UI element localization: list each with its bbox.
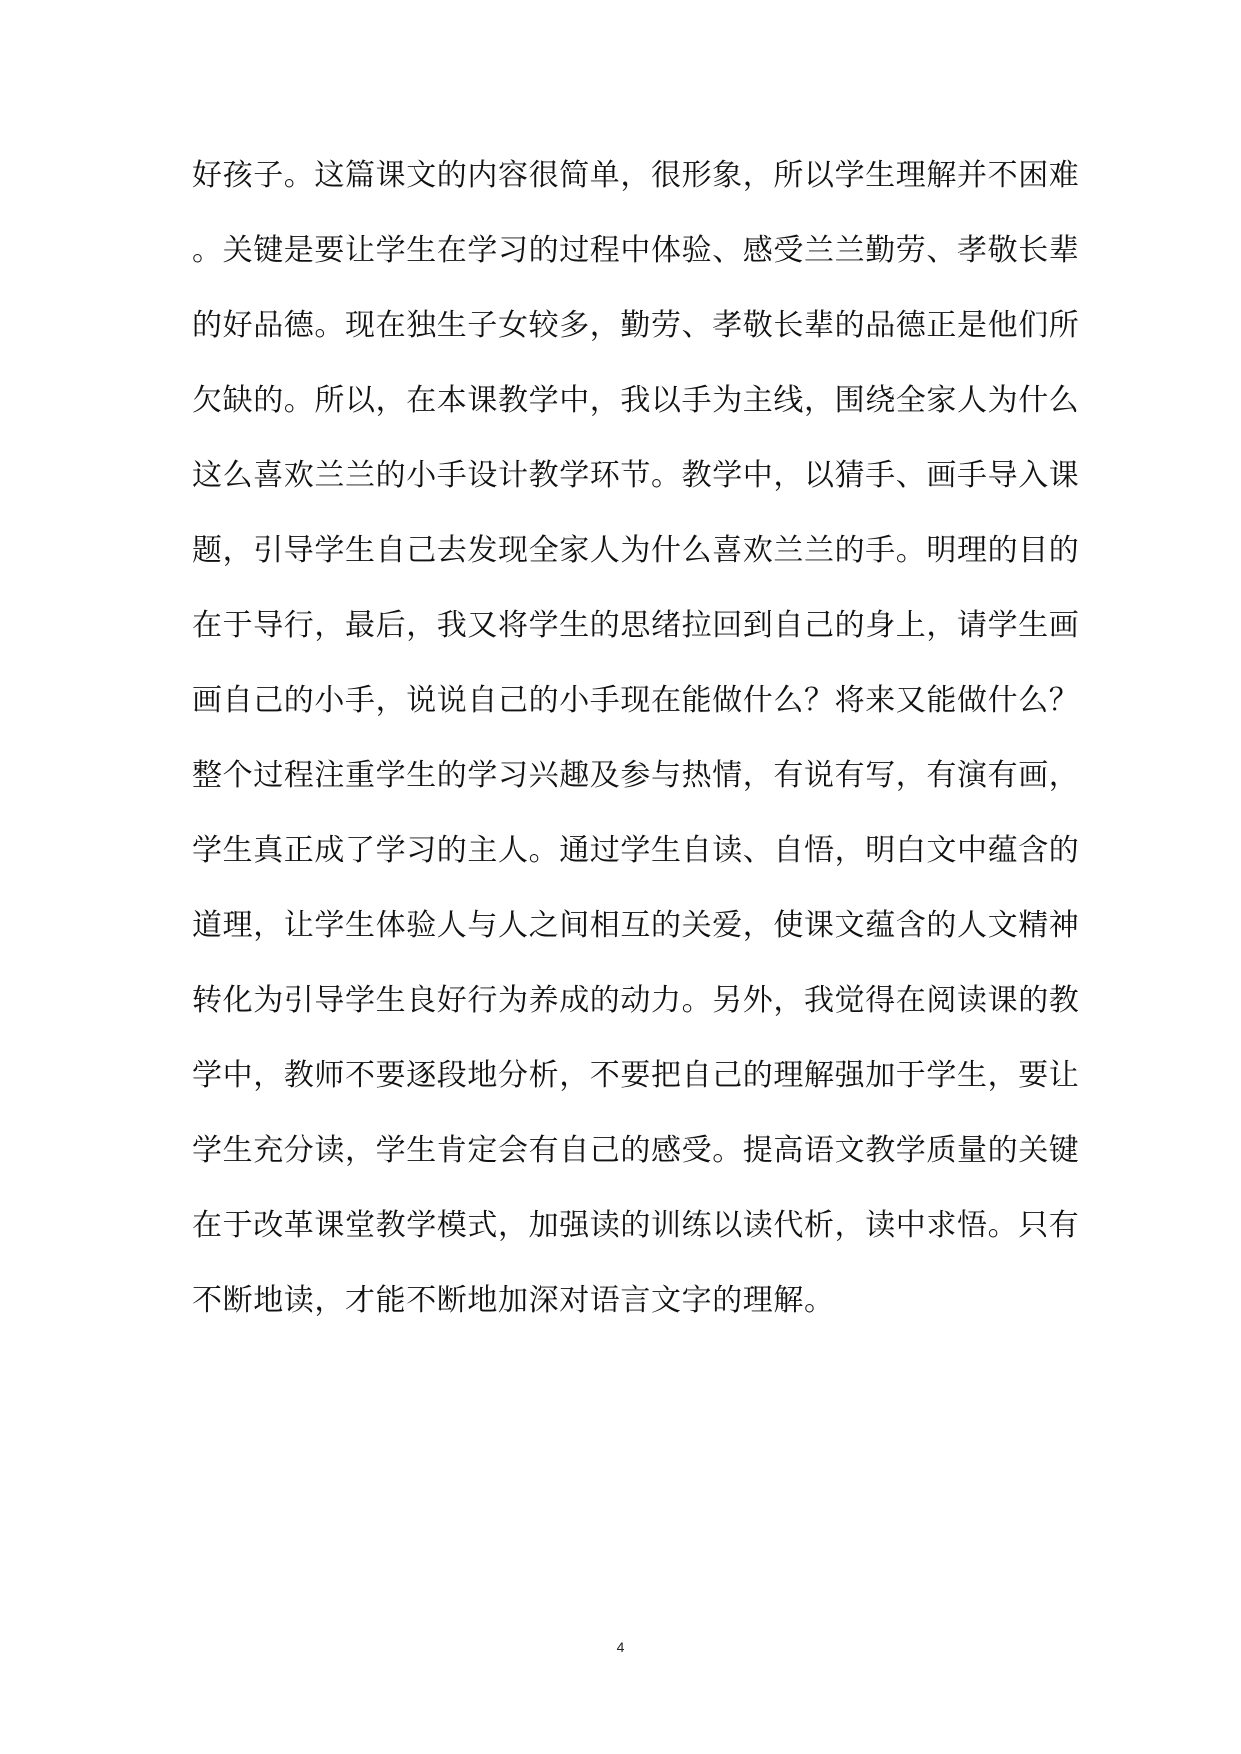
text-line: 欠缺的。所以，在本课教学中，我以手为主线，围绕全家人为什么 xyxy=(192,383,1080,418)
text-line: 整个过程注重学生的学习兴趣及参与热情，有说有写，有演有画， xyxy=(192,758,1080,793)
text-line: 画自己的小手，说说自己的小手现在能做什么？将来又能做什么？ xyxy=(192,683,1080,718)
text-line: 的好品德。现在独生子女较多，勤劳、孝敬长辈的品德正是他们所 xyxy=(192,308,1080,343)
text-line: 学中，教师不要逐段地分析，不要把自己的理解强加于学生，要让 xyxy=(192,1058,1080,1093)
page-number: 4 xyxy=(616,1639,625,1655)
text-line: 好孩子。这篇课文的内容很简单，很形象，所以学生理解并不困难 xyxy=(192,158,1080,193)
text-line: 学生充分读，学生肯定会有自己的感受。提高语文教学质量的关键 xyxy=(192,1133,1080,1168)
text-line: 转化为引导学生良好行为养成的动力。另外，我觉得在阅读课的教 xyxy=(192,983,1080,1018)
text-line: 道理，让学生体验人与人之间相互的关爱，使课文蕴含的人文精神 xyxy=(192,908,1080,943)
text-line: 题，引导学生自己去发现全家人为什么喜欢兰兰的手。明理的目的 xyxy=(192,533,1080,568)
text-line: 。关键是要让学生在学习的过程中体验、感受兰兰勤劳、孝敬长辈 xyxy=(192,233,1080,268)
body-paragraph xyxy=(192,145,1080,1345)
text-line: 在于导行，最后，我又将学生的思绪拉回到自己的身上，请学生画 xyxy=(192,608,1080,643)
text-line: 学生真正成了学习的主人。通过学生自读、自悟，明白文中蕴含的 xyxy=(192,833,1080,868)
text-line: 不断地读，才能不断地加深对语言文字的理解。 xyxy=(192,1283,835,1318)
text-line: 在于改革课堂教学模式，加强读的训练以读代析，读中求悟。只有 xyxy=(192,1208,1080,1243)
text-line: 这么喜欢兰兰的小手设计教学环节。教学中，以猜手、画手导入课 xyxy=(192,458,1080,493)
